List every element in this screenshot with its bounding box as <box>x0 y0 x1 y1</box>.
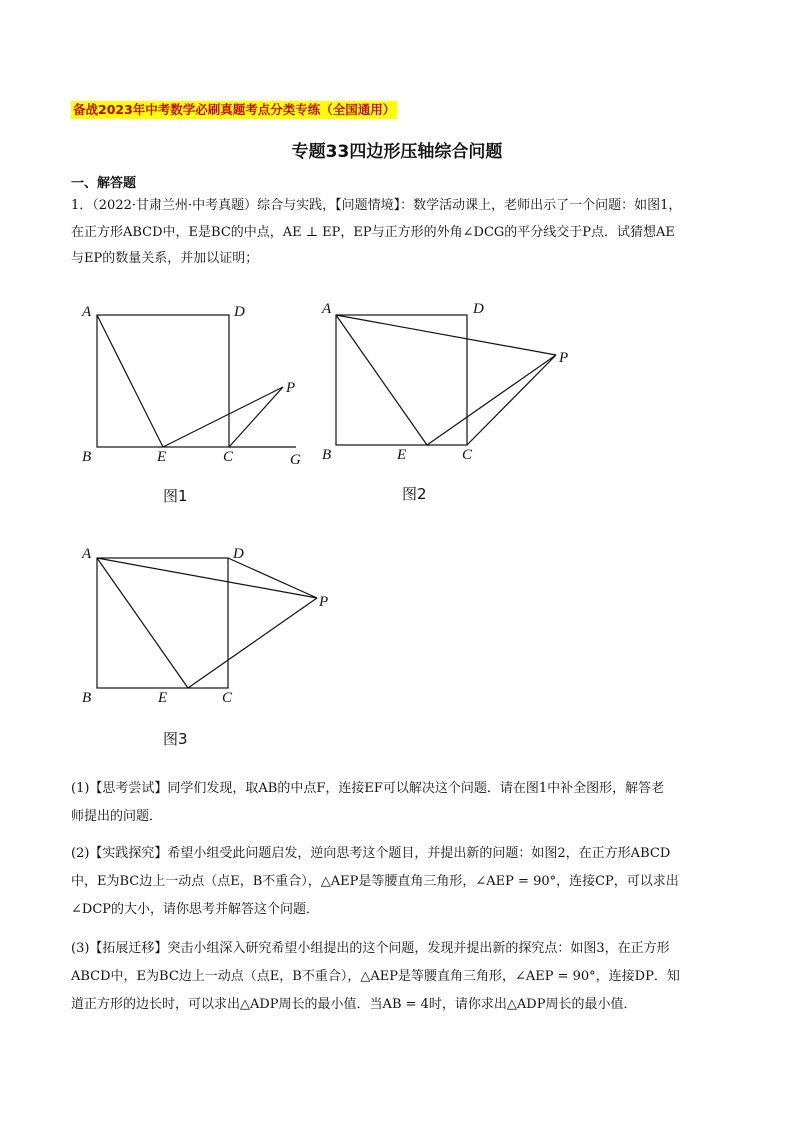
fig1-label-g: G <box>290 452 301 468</box>
fig1-label-a: A <box>82 304 92 320</box>
fig3-label-d: D <box>233 546 244 562</box>
fig3-label-e: E <box>158 690 168 706</box>
fig1-label-e: E <box>157 449 167 465</box>
question-line: (3)【拓展迁移】突击小组深入研究希望小组提出的这个问题，发现并提出新的探究点：如图3，在正方形 <box>71 941 670 956</box>
fig1-label-b: B <box>82 449 92 465</box>
question-line: ∠DCP的大小，请你思考并解答这个问题． <box>71 902 320 917</box>
fig2-label-b: B <box>322 447 332 463</box>
question-line: 道正方形的边长时，可以求出△ADP周长的最小值．当AB = 4时，请你求出△ADP周长的最小值． <box>71 997 637 1012</box>
question-1 <box>71 775 731 831</box>
figure-3 <box>97 558 317 688</box>
figure-1-caption: 图1 <box>163 487 188 505</box>
section-heading: 一、解答题 <box>71 176 137 191</box>
fig3-label-c: C <box>222 690 233 706</box>
question-2 <box>71 840 731 924</box>
problem-line: 与EP的数量关系，并加以证明； <box>71 251 259 266</box>
question-line: 师提出的问题． <box>71 809 163 824</box>
figure-3-caption: 图3 <box>163 730 188 748</box>
question-line: ABCD中，E为BC边上一动点（点E，B不重合），△AEP是等腰直角三角形，∠AEP = 90°，连接DP．知 <box>71 969 680 984</box>
fig3-label-b: B <box>82 690 92 706</box>
question-line: (2)【实践探究】希望小组受此问题启发，逆向思考这个题目，并提出新的问题：如图2，在正方形ABCD <box>71 846 671 861</box>
figure-1 <box>97 315 296 447</box>
question-line: (1)【思考尝试】同学们发现，取AB的中点F，连接EF可以解决这个问题．请在图1中补全图形，解答老 <box>71 781 665 796</box>
fig3-label-p: P <box>319 594 329 610</box>
figure-2 <box>336 315 556 445</box>
fig2-label-a: A <box>322 301 332 317</box>
figure-2-caption: 图2 <box>402 485 427 503</box>
series-banner: 备战2023年中考数学必刷真题考点分类专练（全国通用） <box>73 102 396 117</box>
fig1-label-p: P <box>286 380 296 396</box>
fig2-label-p: P <box>559 350 569 366</box>
fig1-label-c: C <box>223 449 234 465</box>
fig2-label-e: E <box>397 447 407 463</box>
page-title: 专题33四边形压轴综合问题 <box>291 142 503 162</box>
problem-line: 1．（2022·甘肃兰州·中考真题）综合与实践，【问题情境】：数学活动课上，老师出示了一个问题：如图1， <box>71 198 682 213</box>
question-3 <box>71 935 731 1019</box>
problem-line: 在正方形ABCD中，E是BC的中点，AE ⊥ EP，EP与正方形的外角∠DCG的平分线交于P点．试猜想AE <box>71 224 675 240</box>
fig2-label-c: C <box>462 447 473 463</box>
fig1-label-d: D <box>234 304 245 320</box>
fig3-label-a: A <box>82 546 92 562</box>
fig2-label-d: D <box>473 301 484 317</box>
question-line: 中，E为BC边上一动点（点E，B不重合），△AEP是等腰直角三角形，∠AEP = 90°，连接CP，可以求出 <box>71 874 679 889</box>
